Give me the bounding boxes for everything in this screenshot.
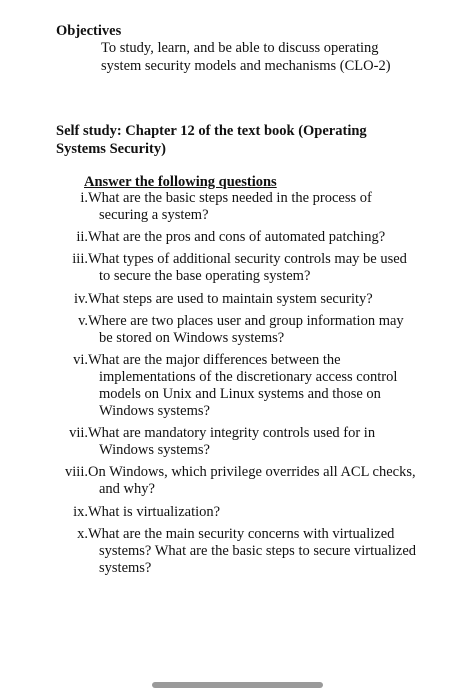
- question-text: What types of additional security controls may be used to secure the base operating system?: [88, 251, 407, 285]
- question-item: [0, 229, 475, 246]
- question-text: What is virtualization?: [88, 503, 221, 520]
- self-study-heading: Self study: Chapter 12 of the text book (Operating Systems Security): [56, 123, 367, 157]
- question-number: ix.: [73, 503, 88, 520]
- question-item: [0, 190, 475, 224]
- question-number: i.: [80, 190, 88, 206]
- question-item: [0, 313, 475, 347]
- question-number: vii.: [69, 425, 88, 442]
- question-item: [0, 291, 475, 308]
- question-number: ii.: [76, 229, 88, 246]
- home-indicator-bar[interactable]: [152, 682, 323, 688]
- question-item: [0, 352, 475, 420]
- objectives-heading: Objectives: [56, 23, 122, 39]
- question-text: What are the basic steps needed in the process of securing a system?: [88, 190, 372, 223]
- question-number: iii.: [72, 251, 88, 268]
- question-item: [0, 425, 475, 459]
- question-number: viii.: [65, 464, 88, 481]
- question-text: Where are two places user and group information may be stored on Windows systems?: [88, 312, 404, 346]
- question-text: On Windows, which privilege overrides all ACL checks, and why?: [88, 464, 416, 498]
- question-text: What are the major differences between the implementations of the discretionary access control models on Unix and Linux systems and those on Windows systems?: [88, 351, 398, 419]
- question-list: [0, 190, 475, 582]
- question-text: What are mandatory integrity controls used for in Windows systems?: [88, 425, 376, 459]
- question-number: v.: [78, 312, 88, 329]
- question-item: [0, 251, 475, 285]
- question-text: What are the main security concerns with virtualized systems? What are the basic steps to secure virtualized systems?: [88, 525, 417, 576]
- question-text: What are the pros and cons of automated patching?: [88, 229, 386, 246]
- question-number: iv.: [74, 290, 88, 307]
- question-number: x.: [77, 525, 88, 542]
- question-item: [0, 464, 475, 498]
- questions-heading: Answer the following questions: [84, 174, 277, 190]
- question-text: What steps are used to maintain system security?: [88, 290, 373, 307]
- question-number: vi.: [73, 351, 88, 368]
- question-item: [0, 504, 475, 521]
- objectives-text: To study, learn, and be able to discuss operating system security models and mechanisms (CLO-2): [101, 40, 391, 74]
- question-item: [0, 526, 475, 577]
